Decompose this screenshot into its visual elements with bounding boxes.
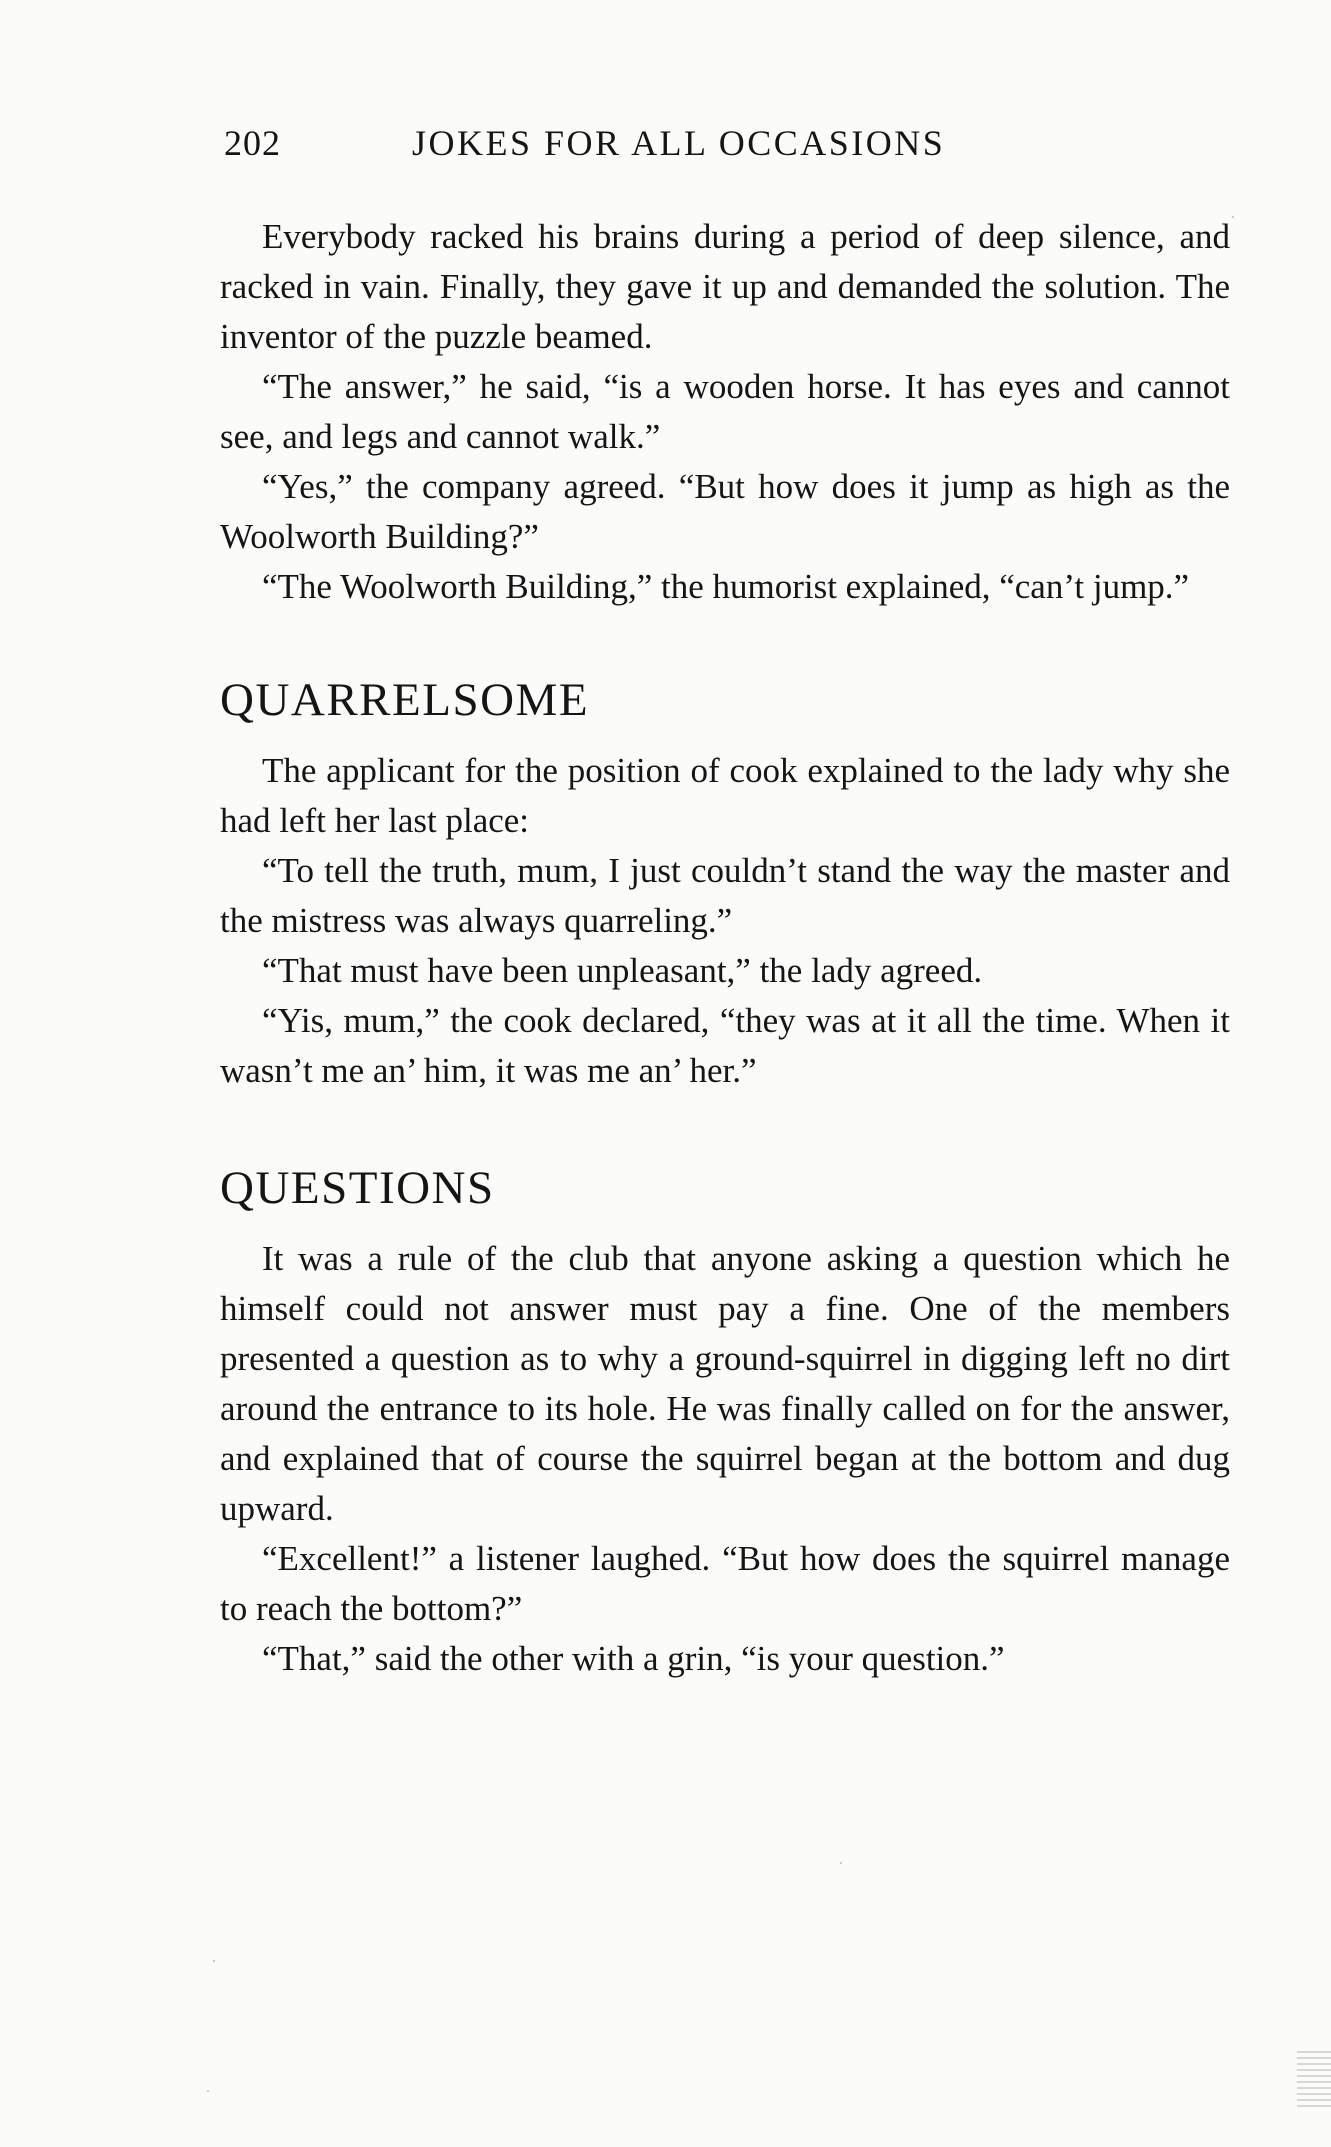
running-head: [224, 112, 1234, 172]
paragraph: The applicant for the position of cook explained to the lady why she had left her last place:: [220, 751, 1230, 840]
paper-speck: [207, 2090, 209, 2092]
paragraph: “That,” said the other with a grin, “is your question.”: [262, 1639, 1005, 1678]
paragraph: “Yes,” the company agreed. “But how does it jump as high as the Woolworth Building?”: [220, 467, 1230, 556]
paragraph: “That must have been unpleasant,” the lady agreed.: [262, 951, 983, 990]
paper-speck: [840, 1862, 842, 1864]
paragraph: It was a rule of the club that anyone asking a question which he himself could not answer must pay a fine. One of the members presented a question as to why a ground-squirrel in digging left no dirt around the entrance to its hole. He was finally called on for the answer, and explained that of course the squirrel began at the bottom and dug upward.: [220, 1239, 1230, 1528]
page-edge-mark: [1297, 2047, 1331, 2107]
paragraph: “To tell the truth, mum, I just couldn’t stand the way the master and the mistress was always quarreling.”: [220, 851, 1230, 940]
paragraph: “Yis, mum,” the cook declared, “they was at it all the time. When it wasn’t me an’ him, it was me an’ her.”: [220, 1001, 1230, 1090]
paper-speck: [1232, 216, 1234, 218]
section-heading-quarrelsome: QUARRELSOME: [220, 674, 590, 726]
paragraph: “Excellent!” a listener laughed. “But how does the squirrel manage to reach the bottom?”: [220, 1539, 1230, 1628]
section-heading-questions: QUESTIONS: [220, 1162, 495, 1214]
paragraph: Everybody racked his brains during a period of deep silence, and racked in vain. Finally, they gave it up and demanded the solution. The inventor of the puzzle beamed.: [220, 217, 1230, 356]
book-title: JOKES FOR ALL OCCASIONS: [412, 123, 946, 163]
paper-speck: [213, 1960, 215, 1962]
paragraph: “The answer,” he said, “is a wooden horse. It has eyes and cannot see, and legs and cannot walk.”: [220, 367, 1230, 456]
body-text: [220, 212, 1230, 1684]
page-number: 202: [224, 123, 281, 163]
paragraph: “The Woolworth Building,” the humorist explained, “can’t jump.”: [262, 567, 1190, 606]
